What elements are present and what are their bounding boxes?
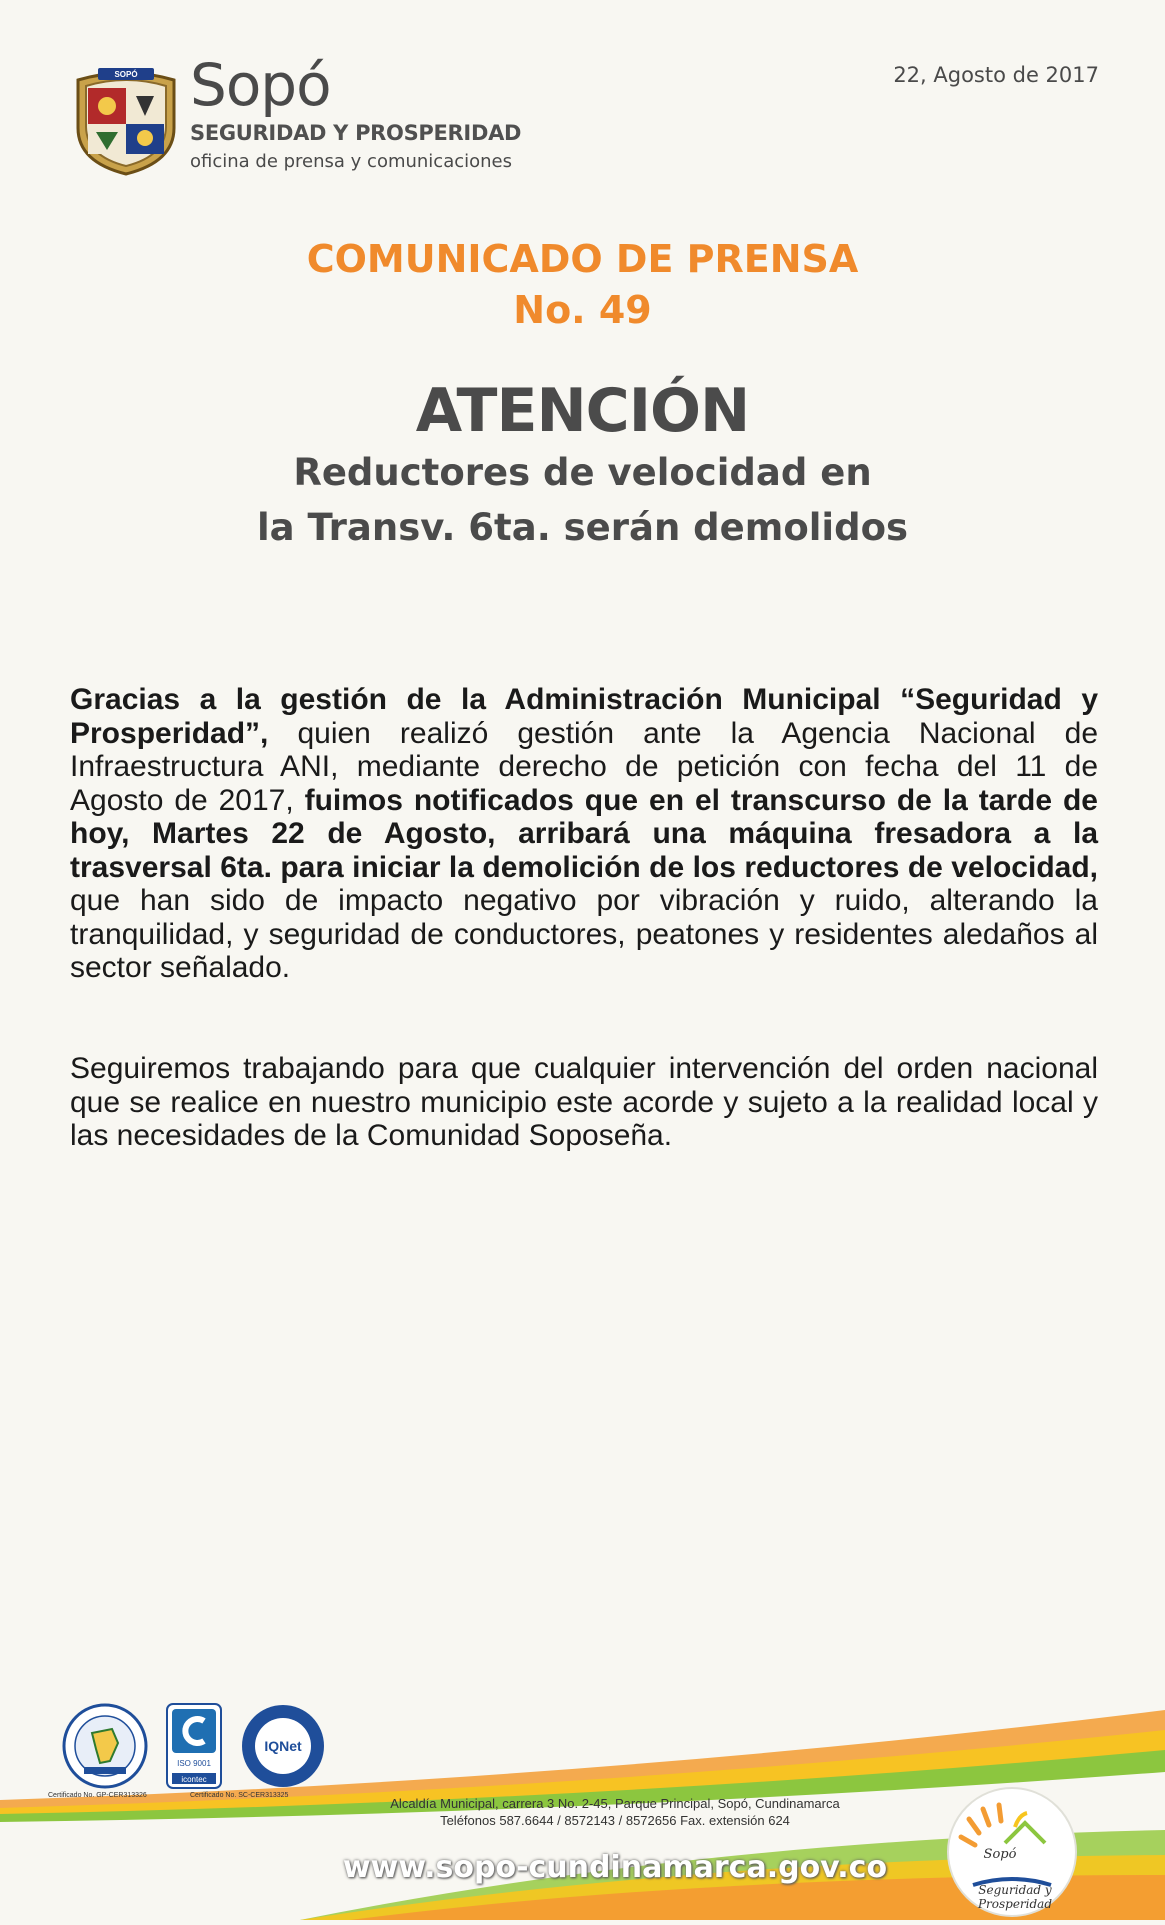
- footer-logo-tagline: Seguridad y Prosperidad: [977, 1883, 1053, 1911]
- release-date: 22, Agosto de 2017: [893, 63, 1099, 87]
- press-release-label: COMUNICADO DE PRENSA: [306, 237, 859, 281]
- iso-9001-seal-icon: [166, 1703, 222, 1789]
- certification-seal-icon: [62, 1703, 148, 1789]
- crest-label: SOPÓ: [114, 70, 138, 79]
- press-release-number: No. 49: [513, 288, 652, 332]
- body-bold-span-1: Gracias a la gestión de la Administración Municipal “Seguridad y Prosperidad”,: [70, 683, 1098, 750]
- footer-phones: Teléfonos 587.6644 / 8572143 / 8572656 Fax. extensión 624: [440, 1813, 790, 1828]
- body-text-span-1: quien realizó gestión ante la Agencia Nacional de Infraestructura ANI, mediante derecho de petición con fecha del 11 de Agosto de 2017,: [70, 716, 1098, 817]
- iso-label: ISO 9001: [177, 1759, 211, 1768]
- brand-name: Sopó: [190, 51, 331, 119]
- icontec-label: icontec: [181, 1775, 207, 1784]
- headline: ATENCIÓN: [415, 376, 750, 446]
- brand-office-subtitle: oficina de prensa y comunicaciones: [190, 151, 513, 172]
- footer-logo-name: Sopó: [983, 1847, 1017, 1862]
- body-text-span-2: que han sido de impacto negativo por vibración y ruido, alterando la tranquilidad, y seguridad de conductores, peatones y residentes aledaños al sector señalado.: [70, 884, 1098, 984]
- cert-caption-2: Certificado No. SC-CER313325: [190, 1792, 289, 1799]
- body-bold-span-2: fuimos notificados que en el transcurso de la tarde de hoy, Martes 22 de Agosto, arribará una máquina fresadora a la trasversal 6ta. para iniciar la demolición de los reductores de velocidad,: [70, 783, 1098, 884]
- footer-website-link[interactable]: www.sopo-cundinamarca.gov.co: [342, 1850, 888, 1885]
- municipal-crest-logo: [70, 66, 182, 176]
- cert-caption-1: Certificado No. GP-CER313326: [48, 1792, 147, 1799]
- body-paragraph-1: [70, 683, 1098, 985]
- subheadline-line-2: la Transv. 6ta. serán demolidos: [256, 506, 909, 549]
- subheadline-line-1: Reductores de velocidad en: [293, 451, 872, 494]
- body-paragraph-2: Seguiremos trabajando para que cualquier intervención del orden nacional que se realice en nuestro municipio este acorde y sujeto a la realidad local y las necesidades de la Comunidad Soposeña.: [70, 1052, 1098, 1152]
- iqnet-seal-icon: [240, 1703, 326, 1789]
- brand-tagline: SEGURIDAD Y PROSPERIDAD: [190, 121, 522, 145]
- footer-address: Alcaldía Municipal, carrera 3 No. 2-45, Parque Principal, Sopó, Cundinamarca: [390, 1796, 840, 1811]
- iqnet-label: IQNet: [264, 1738, 302, 1754]
